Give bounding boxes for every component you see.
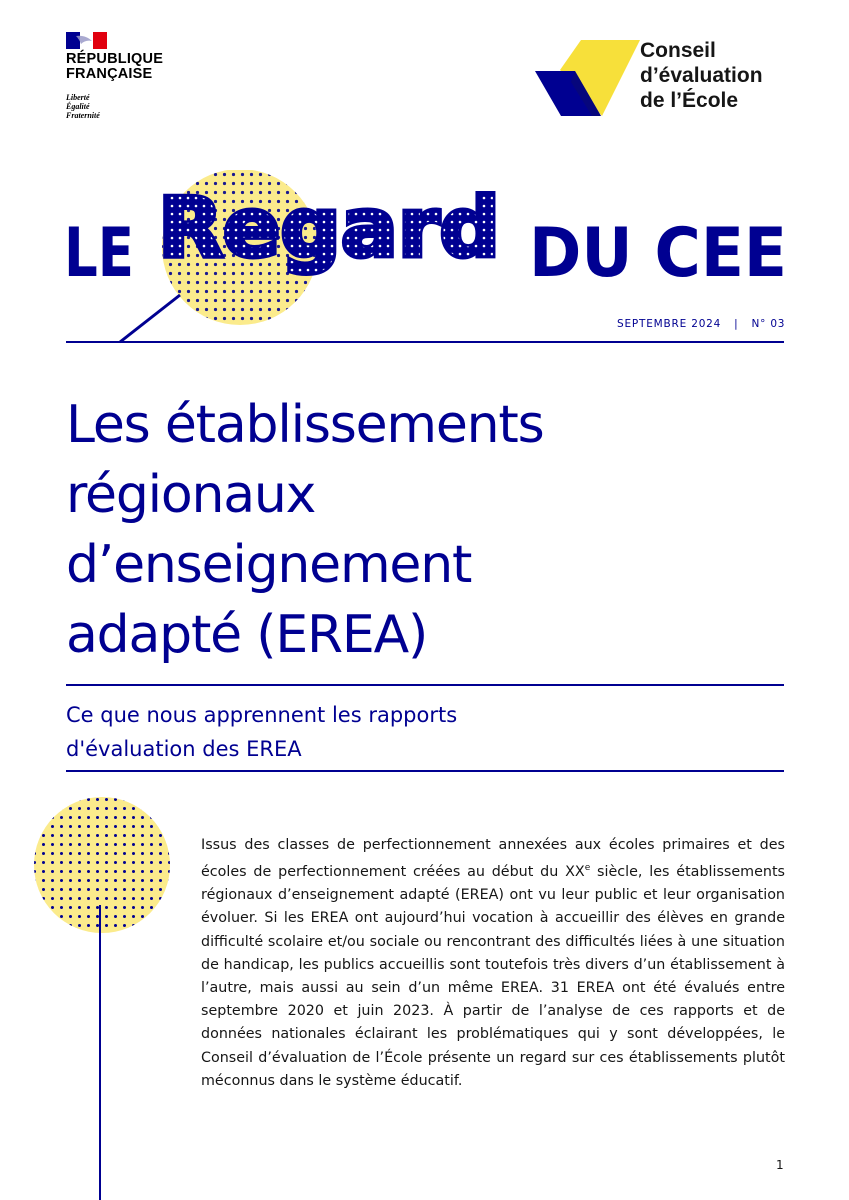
intro-superscript: e [584, 863, 591, 874]
title-line: adapté (EREA) [66, 605, 428, 665]
issue-number: N° 03 [751, 318, 786, 330]
vertical-rule [99, 905, 101, 1200]
motto-line: Égalité [66, 102, 90, 111]
masthead-word-regard: Regard [158, 181, 500, 276]
intro-text-part2: siècle, les établissements régionaux d’enseignement adapté (EREA) ont vu leur public et leur organisation évoluer. Si les EREA ont aujourd’hui vocation à accueillir des élèves en grande difficulté scolaire et/ou sociale ou rencontrant des difficultés liées à une situation de handicap, les publics accueillis sont toutefois très divers d’un établissement à l’autre, mais aussi au sein d’un même EREA. 31 EREA ont été évalués entre septembre 2020 et juin 2023. À partir de l’analyse de ces rapports et de données nationales éclairant les problématiques qui y sont développées, le Conseil d’évaluation de l’École présente un regard sur ces établissements plutôt méconnus dans le système éducatif. [201, 863, 785, 1089]
masthead-rule [66, 341, 784, 343]
issue-date: SEPTEMBRE 2024 [617, 318, 722, 330]
motto-line: Liberté [66, 93, 90, 102]
cee-chevron-logo-icon [535, 40, 640, 116]
french-flag-icon [66, 32, 107, 49]
council-line: d’évaluation [640, 64, 763, 87]
title-rule [66, 684, 784, 686]
subtitle-line: d'évaluation des EREA [66, 737, 302, 761]
intro-paragraph [201, 834, 785, 1093]
page-number: 1 [776, 1158, 784, 1172]
page-title [66, 390, 786, 670]
council-line: Conseil [640, 39, 716, 62]
motto-line: Fraternité [66, 111, 100, 120]
issue-separator: | [734, 318, 739, 330]
subtitle-line: Ce que nous apprennent les rapports [66, 703, 458, 727]
republic-motto [66, 93, 100, 120]
intro-text-part1: Issus des classes de perfectionnement annexées aux écoles primaires et des écoles de perfectionnement créées au début du XX [201, 837, 785, 880]
republic-name [66, 52, 163, 82]
republic-line: FRANÇAISE [66, 66, 153, 82]
title-line: d’enseignement [66, 535, 472, 595]
title-line: Les établissements [66, 395, 544, 455]
page-subtitle [66, 698, 786, 766]
masthead-word-le: LE [64, 214, 134, 293]
issue-info [617, 318, 785, 330]
title-line: régionaux [66, 465, 316, 525]
subtitle-rule [66, 770, 784, 772]
council-name [640, 38, 763, 113]
republic-line: RÉPUBLIQUE [66, 51, 164, 67]
council-line: de l’École [640, 89, 739, 112]
masthead-word-du-cee: DU CEE [529, 214, 787, 293]
dotted-circle-decoration [30, 795, 180, 935]
